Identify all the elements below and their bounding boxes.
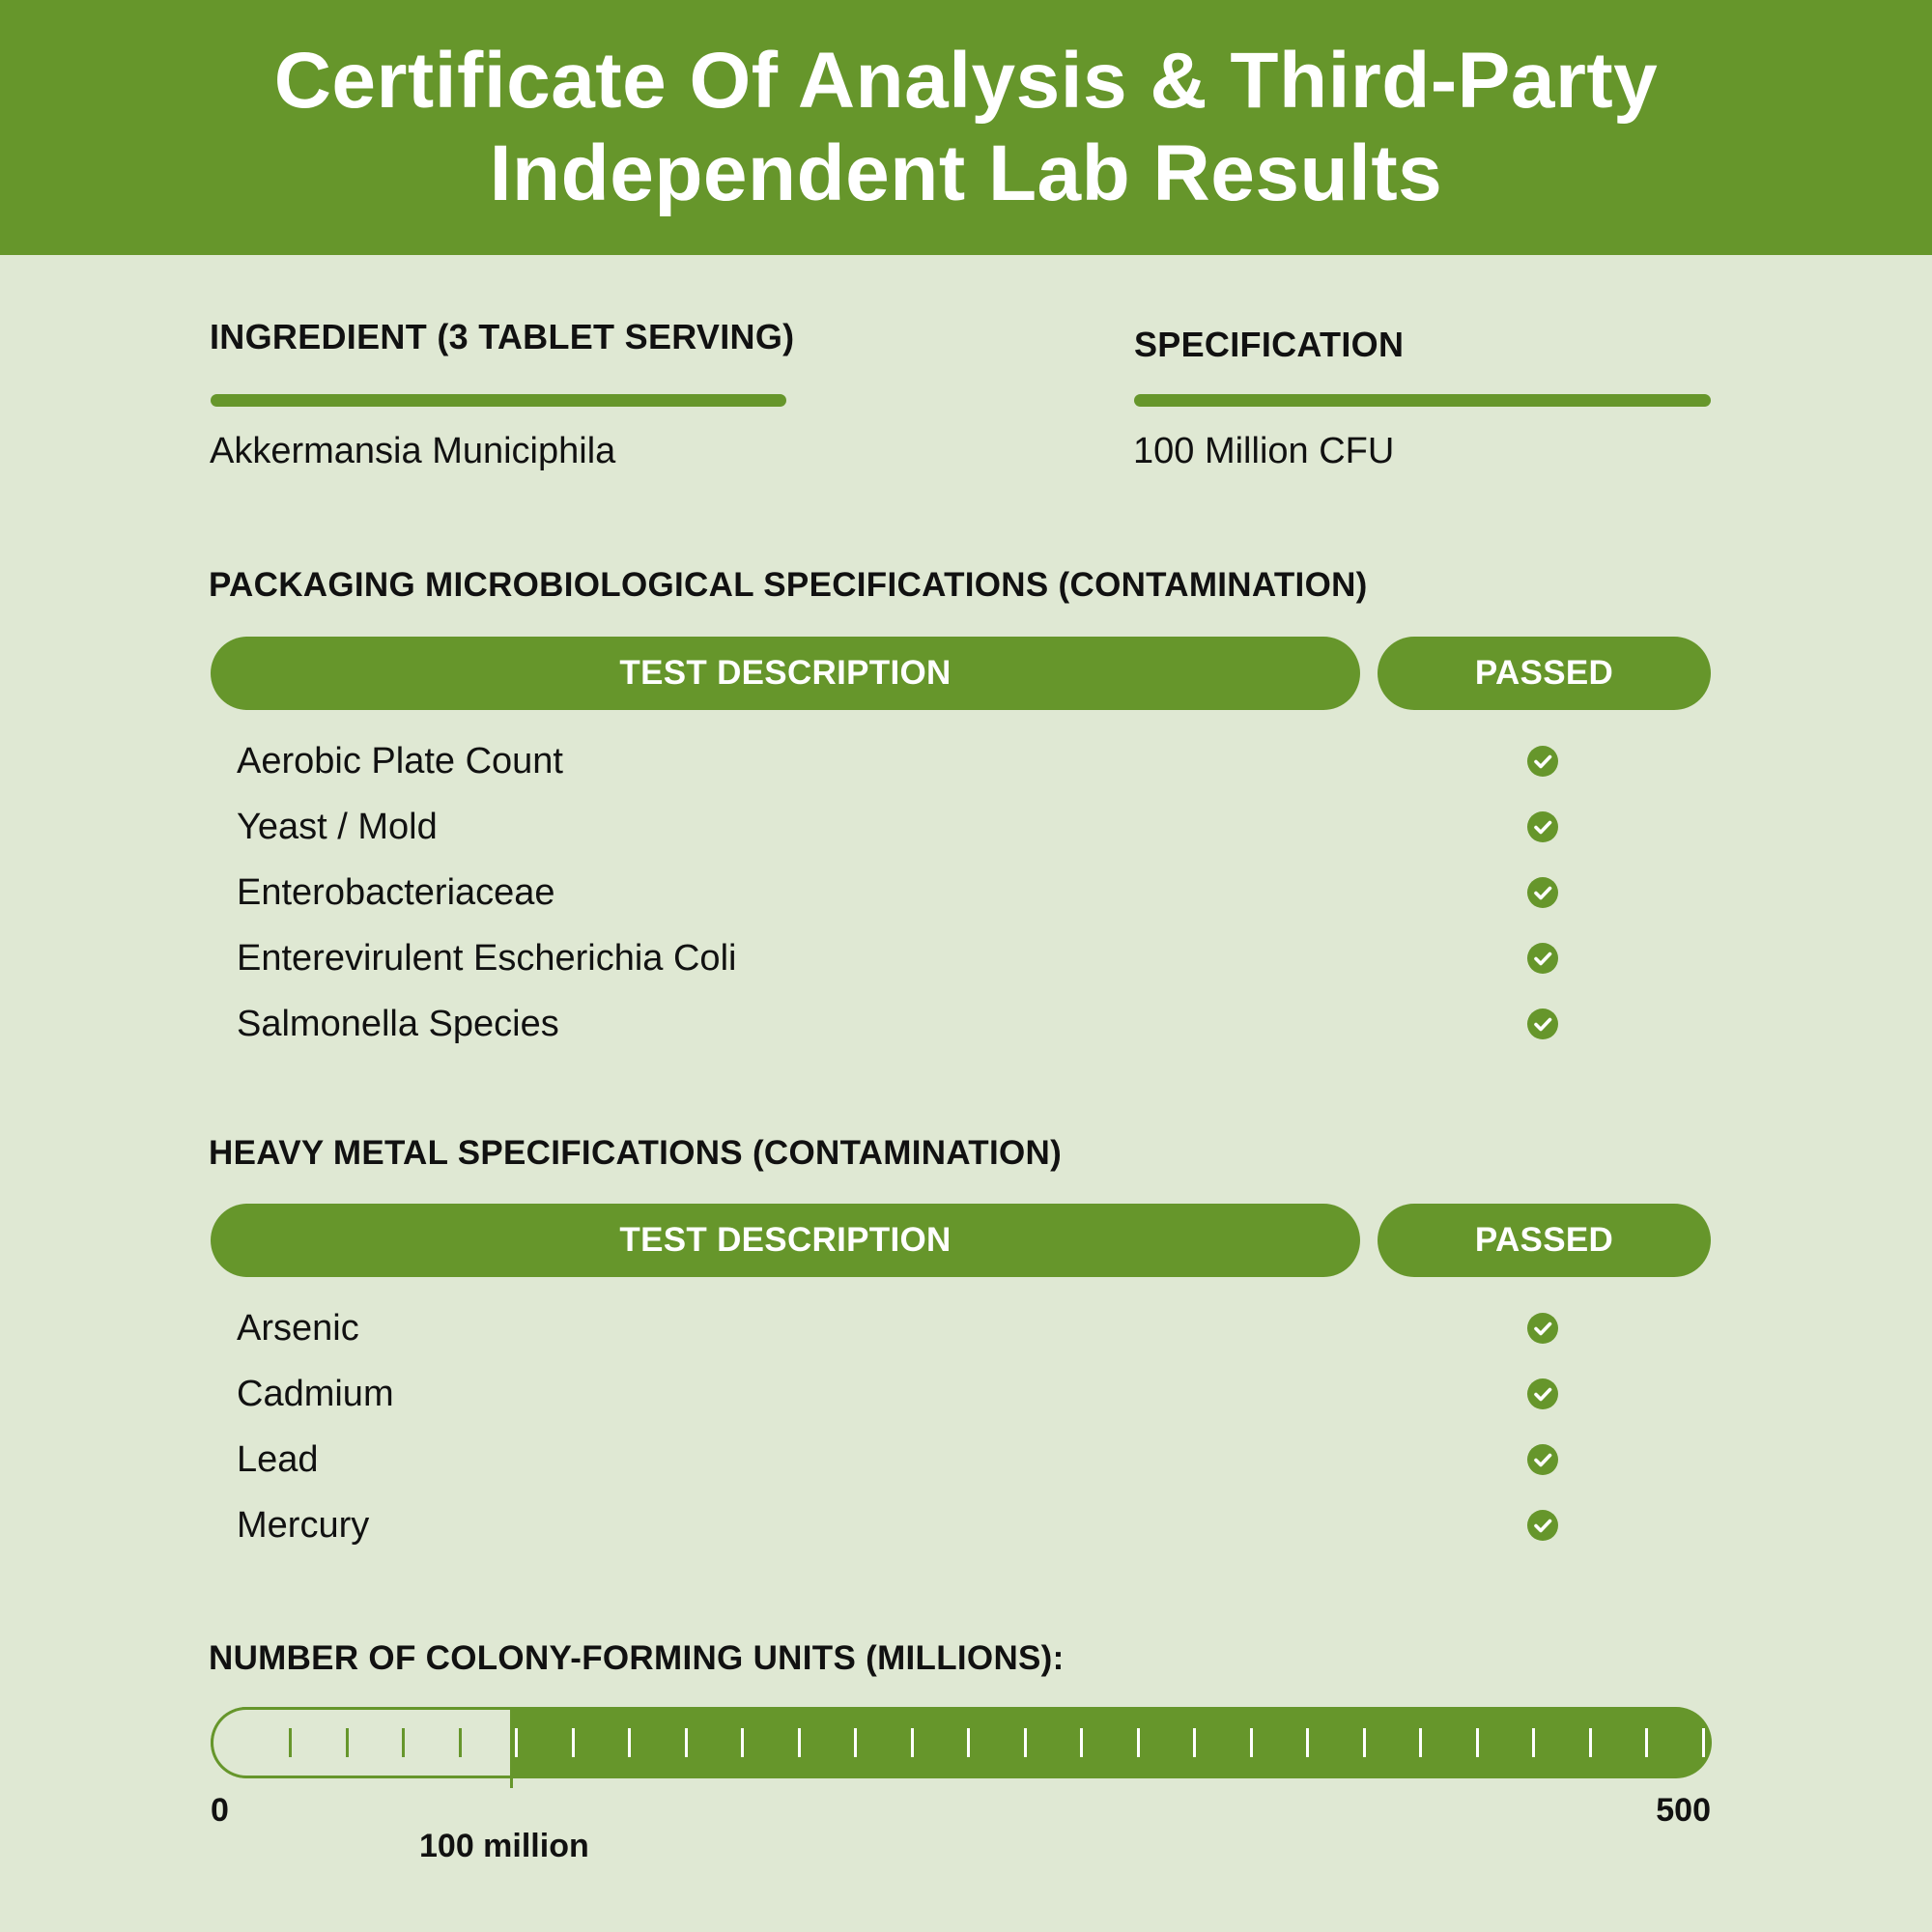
scale-tick — [1137, 1728, 1140, 1757]
test-name: Aerobic Plate Count — [237, 741, 563, 781]
micro-passed-header: PASSED — [1378, 637, 1711, 710]
result-row — [0, 732, 1932, 790]
specification-divider — [1134, 394, 1711, 407]
test-name: Lead — [237, 1439, 319, 1480]
scale-tick — [1080, 1728, 1083, 1757]
ingredient-divider — [211, 394, 786, 407]
check-circle-icon — [1527, 943, 1558, 974]
scale-tick — [741, 1728, 744, 1757]
scale-tick — [346, 1728, 349, 1757]
cfu-min-label: 0 — [211, 1792, 229, 1829]
test-name: Enterevirulent Escherichia Coli — [237, 938, 737, 979]
result-row — [0, 864, 1932, 922]
cfu-marker-line — [510, 1707, 513, 1788]
test-name: Cadmium — [237, 1374, 394, 1414]
check-circle-icon — [1527, 1009, 1558, 1039]
metal-test-description-header: TEST DESCRIPTION — [211, 1204, 1360, 1277]
scale-tick — [628, 1728, 631, 1757]
microbiological-section-title: PACKAGING MICROBIOLOGICAL SPECIFICATIONS (CONTAMINATION) — [209, 566, 1368, 604]
cfu-scale-title: NUMBER OF COLONY-FORMING UNITS (MILLIONS): — [209, 1639, 1065, 1677]
scale-tick — [1363, 1728, 1366, 1757]
test-name: Mercury — [237, 1505, 370, 1546]
specification-value: 100 Million CFU — [1133, 431, 1395, 471]
scale-tick — [1024, 1728, 1027, 1757]
page-title-line-2: Independent Lab Results — [489, 129, 1443, 217]
scale-tick — [1476, 1728, 1479, 1757]
ingredient-value: Akkermansia Municiphila — [210, 431, 616, 471]
scale-tick — [1250, 1728, 1253, 1757]
result-row — [0, 798, 1932, 856]
page-title-line-1: Certificate Of Analysis & Third-Party — [273, 37, 1659, 125]
cfu-scale-bar — [211, 1707, 1712, 1778]
test-name: Arsenic — [237, 1308, 359, 1349]
micro-test-description-header: TEST DESCRIPTION — [211, 637, 1360, 710]
scale-tick — [1589, 1728, 1592, 1757]
check-circle-icon — [1527, 877, 1558, 908]
result-row — [0, 1431, 1932, 1489]
check-circle-icon — [1527, 811, 1558, 842]
cfu-scale-unfilled-segment — [211, 1707, 511, 1778]
scale-tick — [402, 1728, 405, 1757]
result-row — [0, 1496, 1932, 1554]
scale-tick — [911, 1728, 914, 1757]
test-name: Enterobacteriaceae — [237, 872, 555, 913]
scale-tick — [798, 1728, 801, 1757]
check-circle-icon — [1527, 746, 1558, 777]
check-circle-icon — [1527, 1378, 1558, 1409]
check-circle-icon — [1527, 1510, 1558, 1541]
heavy-metal-section-title: HEAVY METAL SPECIFICATIONS (CONTAMINATION) — [209, 1134, 1063, 1172]
result-row — [0, 929, 1932, 987]
scale-tick — [289, 1728, 292, 1757]
scale-tick — [1645, 1728, 1648, 1757]
scale-tick — [854, 1728, 857, 1757]
scale-tick — [1193, 1728, 1196, 1757]
metal-passed-header: PASSED — [1378, 1204, 1711, 1277]
check-circle-icon — [1527, 1313, 1558, 1344]
scale-tick — [1419, 1728, 1422, 1757]
scale-tick — [1702, 1728, 1705, 1757]
test-name: Salmonella Species — [237, 1004, 559, 1044]
cfu-marker-label: 100 million — [419, 1828, 589, 1864]
result-row — [0, 1365, 1932, 1423]
scale-tick — [1532, 1728, 1535, 1757]
scale-tick — [685, 1728, 688, 1757]
scale-tick — [515, 1728, 518, 1757]
scale-tick — [459, 1728, 462, 1757]
scale-tick — [1306, 1728, 1309, 1757]
scale-tick — [967, 1728, 970, 1757]
scale-tick — [572, 1728, 575, 1757]
header-banner — [0, 0, 1932, 255]
test-name: Yeast / Mold — [237, 807, 438, 847]
check-circle-icon — [1527, 1444, 1558, 1475]
specification-label: SPECIFICATION — [1134, 325, 1405, 364]
cfu-max-label: 500 — [1656, 1792, 1711, 1829]
result-row — [0, 995, 1932, 1053]
ingredient-label: INGREDIENT (3 TABLET SERVING) — [210, 317, 795, 356]
result-row — [0, 1299, 1932, 1357]
